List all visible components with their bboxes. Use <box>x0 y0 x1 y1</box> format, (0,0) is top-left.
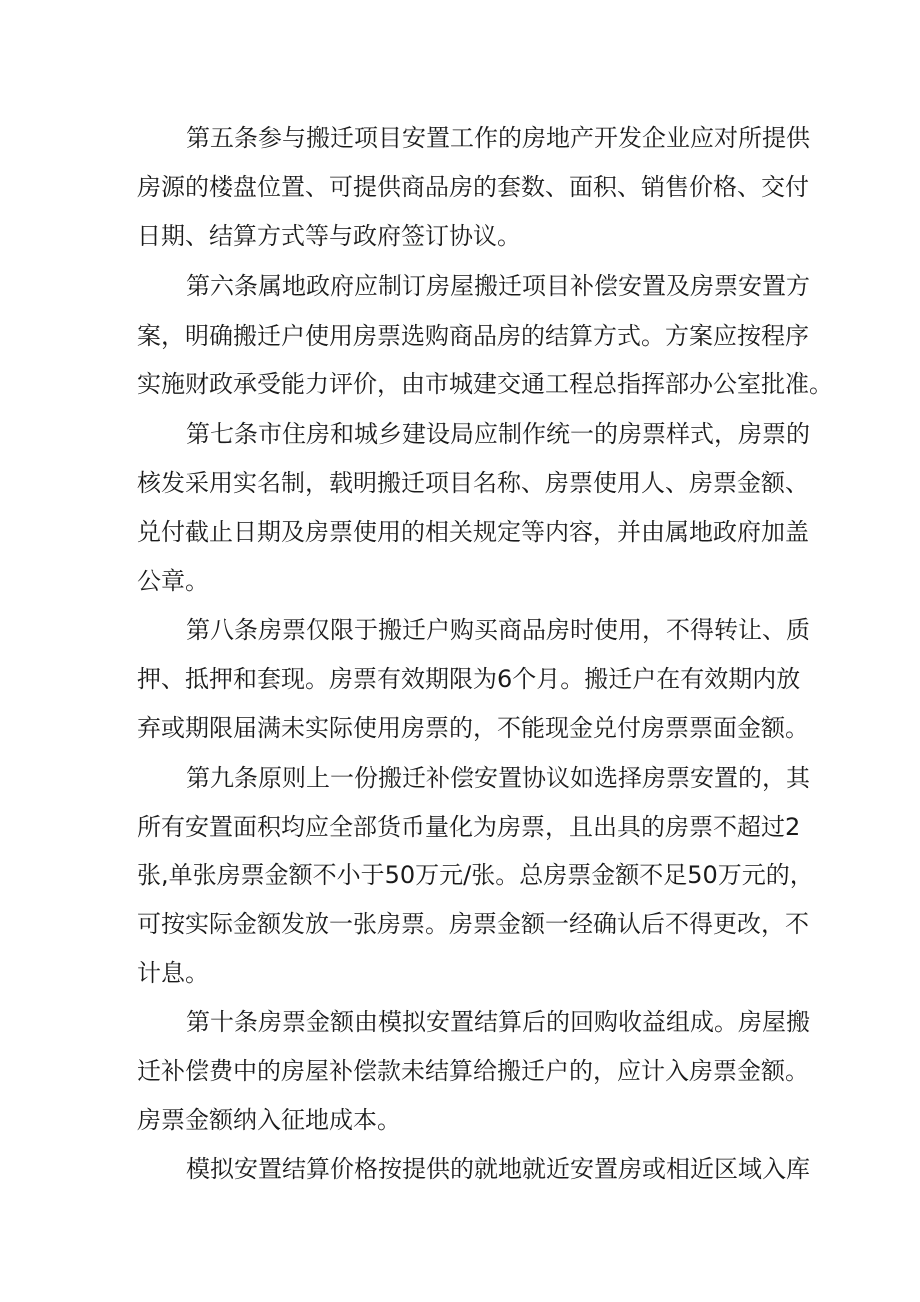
text-line: 可按实际金额发放一张房票。房票金额一经确认后不得更改，不 <box>137 910 809 938</box>
text-line: 迁补偿费中的房屋补偿款未结算给搬迁户的，应计入房票金额。 <box>137 1057 809 1085</box>
text-line: 第七条市住房和城乡建设局应制作统一的房票样式，房票的 <box>186 420 810 448</box>
text-line: 押、抵押和套现。房票有效期限为6个月。搬迁户在有效期内放 <box>137 665 801 693</box>
text-line: 公章。 <box>137 567 209 595</box>
text-line: 核发采用实名制，载明搬迁项目名称、房票使用人、房票金额、 <box>137 469 809 497</box>
text-line: 第十条房票金额由模拟安置结算后的回购收益组成。房屋搬 <box>186 1008 810 1036</box>
text-line: 模拟安置结算价格按提供的就地就近安置房或相近区域入库 <box>186 1155 810 1183</box>
text-line: 房源的楼盘位置、可提供商品房的套数、面积、销售价格、交付 <box>137 173 809 201</box>
text-line: 张,单张房票金额不小于50万元/张。总房票金额不足50万元的， <box>137 861 814 889</box>
text-line: 第八条房票仅限于搬迁户购买商品房时使用，不得转让、质 <box>186 616 810 644</box>
text-line: 房票金额纳入征地成本。 <box>137 1106 401 1134</box>
text-line: 实施财政承受能力评价，由市城建交通工程总指挥部办公室批准。 <box>137 370 833 398</box>
text-line: 第五条参与搬迁项目安置工作的房地产开发企业应对所提供 <box>186 124 810 152</box>
text-line: 第九条原则上一份搬迁补偿安置协议如选择房票安置的，其 <box>186 764 810 792</box>
text-line: 兑付截止日期及房票使用的相关规定等内容，并由属地政府加盖 <box>137 518 809 546</box>
text-line: 案，明确搬迁户使用房票选购商品房的结算方式。方案应按程序 <box>137 322 809 350</box>
text-line: 所有安置面积均应全部货币量化为房票，且出具的房票不超过2 <box>137 813 801 841</box>
text-line: 计息。 <box>137 959 209 987</box>
text-line: 日期、结算方式等与政府签订协议。 <box>137 222 521 250</box>
text-line: 第六条属地政府应制订房屋搬迁项目补偿安置及房票安置方 <box>186 272 810 300</box>
text-line: 弃或期限届满未实际使用房票的，不能现金兑付房票票面金额。 <box>137 714 809 742</box>
